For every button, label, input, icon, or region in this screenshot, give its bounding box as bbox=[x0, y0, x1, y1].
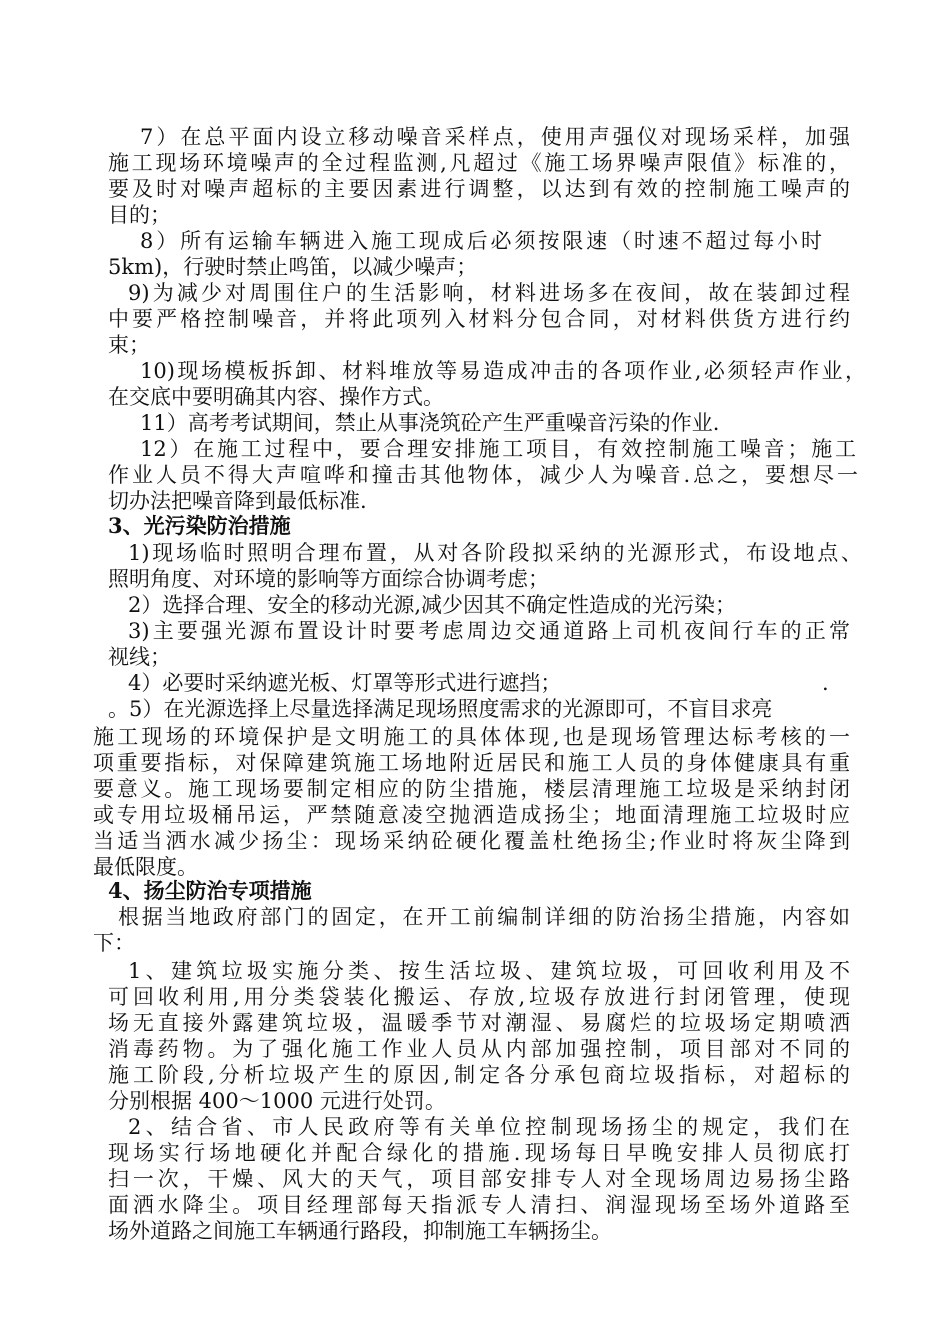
text-line: 面洒水降尘。项目经理部每天指派专人清扫、润湿现场至场外道路至 bbox=[108, 1193, 850, 1217]
text-line: 分别根据 400～1000 元进行处罚。 bbox=[108, 1089, 446, 1113]
section-heading: 4、扬尘防治专项措施 bbox=[108, 878, 312, 903]
text-line: 照明角度、对环境的影响等方面综合协调考虑； bbox=[108, 567, 549, 591]
text-line: 3)主要强光源布置设计时要考虑周边交通道路上司机夜间行车的正常 bbox=[128, 619, 850, 643]
text-line: 下： bbox=[93, 931, 135, 955]
text-line: 消毒药物。为了强化施工作业人员从内部加强控制，项目部对不同的 bbox=[108, 1037, 850, 1061]
text-line: 4）必要时采纳遮光板、灯罩等形式进行遮挡； bbox=[128, 671, 562, 695]
text-line: 5km)，行驶时禁止鸣笛，以减少噪声； bbox=[108, 255, 478, 279]
text-line: 1)现场临时照明合理布置，从对各阶段拟采纳的光源形式，布设地点、 bbox=[128, 541, 862, 565]
text-line: 12）在施工过程中，要合理安排施工项目，有效控制施工噪音；施工 bbox=[140, 437, 856, 461]
text-line: 束； bbox=[108, 333, 150, 357]
text-line: 施工现场的环境保护是文明施工的具体体现,也是现场管理达标考核的一 bbox=[93, 725, 850, 749]
text-line: 根据当地政府部门的固定，在开工前编制详细的防治扬尘措施，内容如 bbox=[118, 905, 850, 929]
text-line: 场无直接外露建筑垃圾，温暖季节对潮湿、易腐烂的垃圾场定期喷洒 bbox=[108, 1011, 850, 1035]
text-line: 最低限度。 bbox=[93, 855, 198, 879]
text-line: 9)为减少对周围住户的生活影响，材料进场多在夜间，故在装卸过程 bbox=[128, 281, 850, 305]
text-line: 中要严格控制噪音，并将此项列入材料分包合同，对材料供货方进行约 bbox=[108, 307, 850, 331]
text-line: 要意义。施工现场要制定相应的防尘措施，楼层清理施工垃圾是采纳封闭 bbox=[93, 777, 850, 801]
section-heading: 3、光污染防治措施 bbox=[108, 513, 291, 538]
text-line: 切办法把噪音降到最低标准. bbox=[108, 489, 367, 513]
text-line: 2、结合省、市人民政府等有关单位控制现场扬尘的规定，我们在 bbox=[128, 1115, 850, 1139]
text-line: 要及时对噪声超标的主要因素进行调整，以达到有效的控制施工噪声的 bbox=[108, 177, 850, 201]
text-line: 当适当洒水减少扬尘：现场采纳砼硬化覆盖杜绝扬尘;作业时将灰尘降到 bbox=[93, 829, 850, 853]
text-line: 可回收利用,用分类袋装化搬运、存放,垃圾存放进行封闭管理，使现 bbox=[108, 985, 850, 1009]
stray-dot: . bbox=[822, 671, 829, 695]
text-line: 8）所有运输车辆进入施工现成后必须按限速（时速不超过每小时 bbox=[140, 229, 822, 253]
text-line: 视线； bbox=[108, 645, 171, 669]
text-line: 10)现场模板拆卸、材料堆放等易造成冲击的各项作业,必须轻声作业， bbox=[140, 359, 866, 383]
text-line: 施工现场环境噪声的全过程监测,凡超过《施工场界噪声限值》标准的， bbox=[108, 151, 850, 175]
text-line: 扫一次，干燥、风大的天气，项目部安排专人对全现场周边易扬尘路 bbox=[108, 1167, 850, 1191]
text-line: 在交底中要明确其内容、操作方式。 bbox=[108, 385, 444, 409]
text-line: 作业人员不得大声喧哗和撞击其他物体，减少人为噪音.总之，要想尽一 bbox=[108, 463, 858, 487]
text-line: 1、建筑垃圾实施分类、按生活垃圾、建筑垃圾，可回收利用及不 bbox=[128, 959, 850, 983]
text-line: 或专用垃圾桶吊运，严禁随意凌空抛洒造成扬尘；地面清理施工垃圾时应 bbox=[93, 803, 850, 827]
text-line: 目的； bbox=[108, 203, 171, 227]
text-line: 11）高考考试期间，禁止从事浇筑砼产生严重噪音污染的作业. bbox=[140, 411, 720, 435]
text-line: 7）在总平面内设立移动噪音采样点，使用声强仪对现场采样，加强 bbox=[140, 125, 850, 149]
text-line: 。5）在光源选择上尽量选择满足现场照度需求的光源即可，不盲目求亮 bbox=[108, 697, 773, 721]
text-line: 项重要指标，对保障建筑施工场地附近居民和施工人员的身体健康具有重 bbox=[93, 751, 850, 775]
text-line: 施工阶段,分析垃圾产生的原因,制定各分承包商垃圾指标，对超标的 bbox=[108, 1063, 850, 1087]
text-line: 2）选择合理、安全的移动光源,减少因其不确定性造成的光污染； bbox=[128, 593, 737, 617]
text-line: 场外道路之间施工车辆通行路段，抑制施工车辆扬尘。 bbox=[108, 1219, 612, 1243]
text-line: 现场实行场地硬化并配合绿化的措施.现场每日早晚安排人员彻底打 bbox=[108, 1141, 850, 1165]
